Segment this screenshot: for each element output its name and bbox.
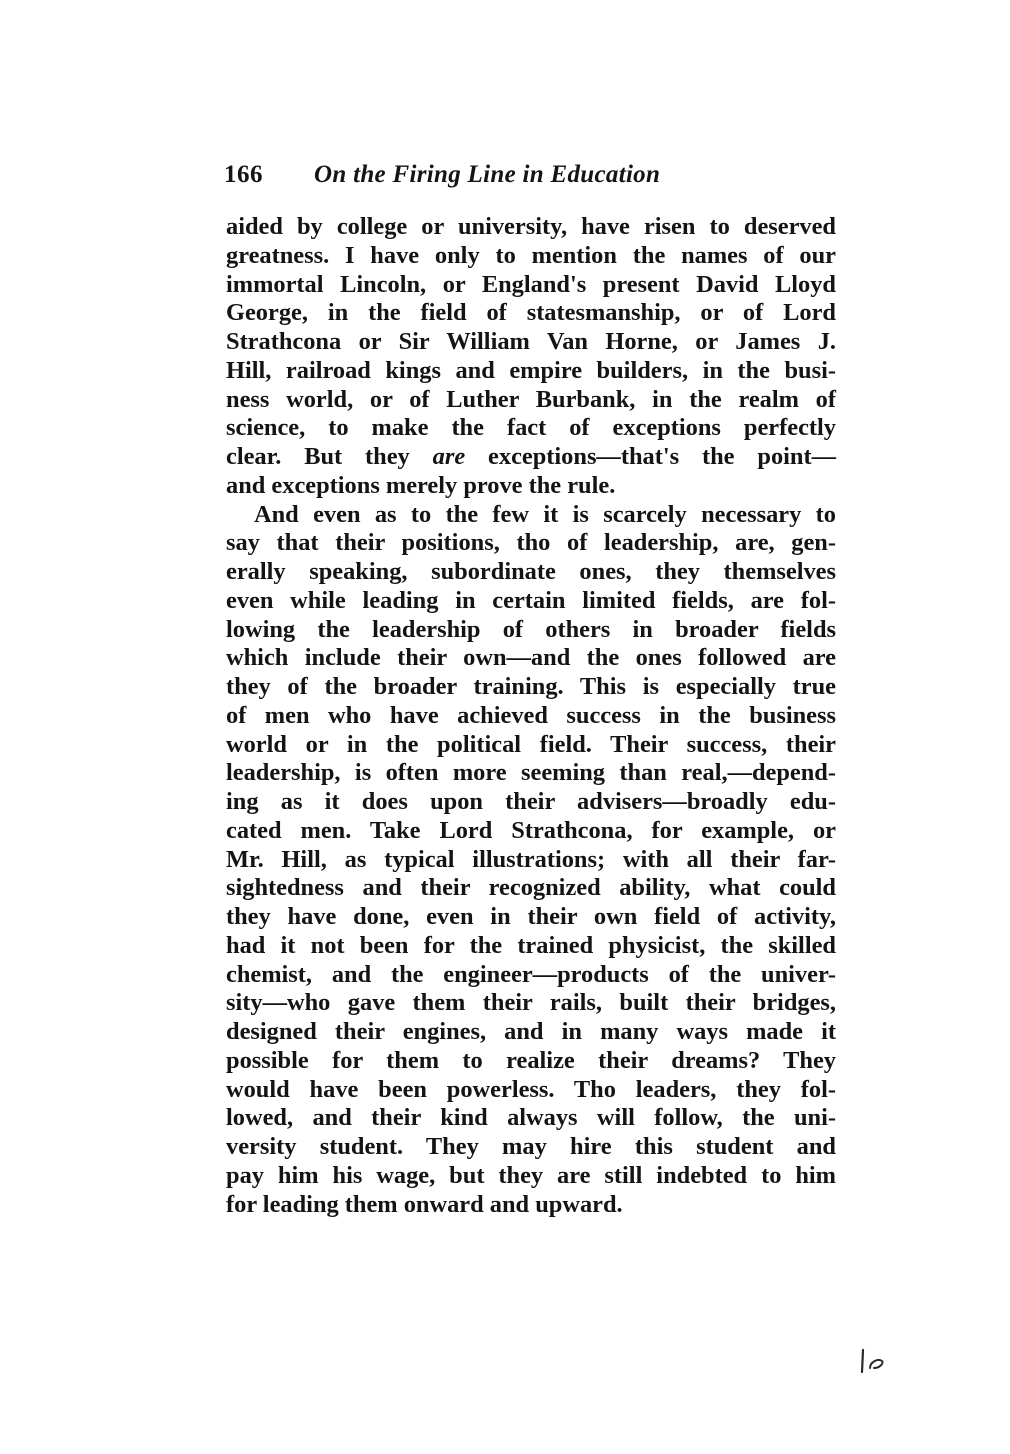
text-line: world or in the political field. Their success, their	[226, 730, 836, 758]
text-line: sity—who gave them their rails, built their bridges,	[226, 989, 836, 1017]
text-line: cated men. Take Lord Strathcona, for example, or	[226, 816, 836, 844]
text-line: George, in the field of statesmanship, or of Lord	[226, 299, 836, 327]
text-line: they have done, even in their own field of activity,	[226, 903, 836, 930]
text-line: versity student. They may hire this student and	[226, 1133, 836, 1160]
text-line: would have been powerless. Tho leaders, they fol-	[226, 1075, 836, 1103]
text-line: greatness. I have only to mention the names of our	[226, 241, 836, 269]
text-line: lowing the leadership of others in broader fields	[226, 615, 836, 643]
emphasized-word: are	[432, 443, 466, 470]
text-line: And even as to the few it is scarcely necessary to	[254, 500, 836, 528]
text-run: exceptions—that's the point—	[465, 443, 836, 470]
text-line: say that their positions, tho of leadership, are, gen-	[226, 529, 836, 557]
text-line: possible for them to realize their dreams? They	[226, 1046, 836, 1074]
text-line: Hill, railroad kings and empire builders, in the busi-	[226, 356, 836, 384]
text-line: science, to make the fact of exceptions perfectly	[226, 414, 836, 442]
text-line: designed their engines, and in many ways made it	[226, 1018, 836, 1045]
paragraph-2	[226, 501, 836, 1220]
text-line: aided by college or university, have risen to deserved	[226, 213, 836, 240]
text-line: pay him his wage, but they are still indebted to him	[226, 1161, 836, 1189]
text-line: even while leading in certain limited fields, are fol-	[226, 586, 836, 614]
text-line: Strathcona or Sir William Van Horne, or James J.	[226, 328, 836, 355]
text-line: had it not been for the trained physicist, the skilled	[226, 931, 836, 959]
handwritten-mark-icon	[858, 1346, 892, 1376]
text-line: for leading them onward and upward.	[226, 1190, 623, 1218]
body-text	[226, 213, 836, 1219]
running-title: On the Firing Line in Education	[314, 161, 661, 188]
text-line: sightedness and their recognized ability, what could	[226, 874, 836, 902]
text-line: ing as it does upon their advisers—broadly edu-	[226, 788, 836, 815]
text-line: immortal Lincoln, or England's present David Lloyd	[226, 270, 836, 298]
text-line: Mr. Hill, as typical illustrations; with all their far-	[226, 845, 836, 873]
text-line: lowed, and their kind always will follow, the uni-	[226, 1104, 836, 1132]
text-line: they of the broader training. This is especially true	[226, 673, 836, 700]
running-head	[224, 155, 844, 195]
text-line: erally speaking, subordinate ones, they themselves	[226, 558, 836, 585]
text-line: leadership, is often more seeming than real,—depend-	[226, 759, 836, 787]
text-line: chemist, and the engineer—products of the univer-	[226, 960, 836, 988]
page-number: 166	[224, 161, 263, 188]
paragraph-1	[226, 213, 836, 501]
text-line: which include their own—and the ones followed are	[226, 644, 836, 672]
text-line: of men who have achieved success in the business	[226, 701, 836, 729]
text-run: clear. But they	[226, 443, 433, 470]
text-line: and exceptions merely prove the rule.	[226, 471, 616, 499]
text-line: ness world, or of Luther Burbank, in the realm of	[226, 385, 836, 413]
text-line	[226, 443, 836, 472]
